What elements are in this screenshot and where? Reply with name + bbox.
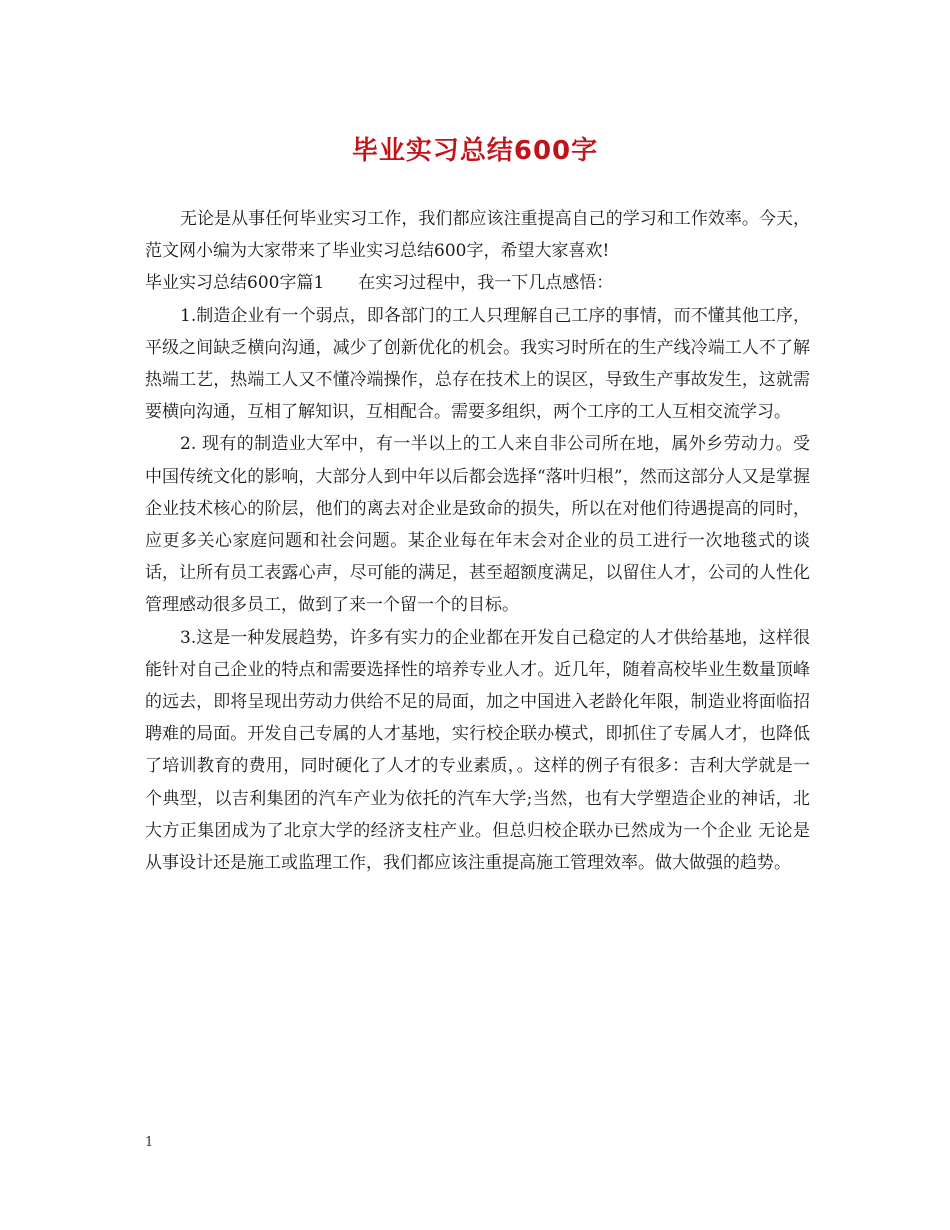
paragraph-1: 1.制造企业有一个弱点，即各部门的工人只理解自己工序的事情，而不懂其他工序，平级之间缺乏横向沟通，减少了创新优化的机会。我实习时所在的生产线冷端工人不了解热端工艺，热端工人又不懂冷端操作，总存在技术上的误区，导致生产事故发生，这就需要横向沟通，互相了解知识，互相配合。需要多组织，两个工序的工人互相交流学习。 xyxy=(145,305,810,423)
section-lead: 在实习过程中，我一下几点感悟： xyxy=(358,273,614,294)
section-heading-line xyxy=(145,267,810,299)
paragraph-2: 2. 现有的制造业大军中，有一半以上的工人来自非公司所在地，属外乡劳动力。受中国传统文化的影响，大部分人到中年以后都会选择“落叶归根”，然而这部分人又是掌握企业技术核心的阶层，他们的离去对企业是致命的损失，所以在对他们待遇提高的同时，应更多关心家庭问题和社会问题。某企业每在年末会对企业的员工进行一次地毯式的谈话，让所有员工表露心声，尽可能的满足，甚至超额度满足，以留住人才，公司的人性化管理感动很多员工，做到了来一个留一个的目标。 xyxy=(145,434,810,616)
document-body xyxy=(145,203,810,879)
section-heading: 毕业实习总结600字篇1 xyxy=(145,273,325,294)
paragraph-3: 3.这是一种发展趋势，许多有实力的企业都在开发自己稳定的人才供给基地，这样很能针对自己企业的特点和需要选择性的培养专业人才。近几年，随着高校毕业生数量顶峰的远去，即将呈现出劳动力供给不足的局面，加之中国进入老龄化年限，制造业将面临招聘难的局面。开发自己专属的人才基地，实行校企联办模式，即抓住了专属人才，也降低了培训教育的费用，同时硬化了人才的专业素质，。这样的例子有很多：吉利大学就是一个典型，以吉利集团的汽车产业为依托的汽车大学;当然，也有大学塑造企业的神话，北大方正集团成为了北京大学的经济支柱产业。但总归校企联办已然成为一个企业 无论是从事设计还是施工或监理工作，我们都应该注重提高施工管理效率。做大做强的趋势。 xyxy=(145,627,810,874)
intro-paragraph: 无论是从事任何毕业实习工作，我们都应该注重提高自己的学习和工作效率。今天，范文网小编为大家带来了毕业实习总结600字，希望大家喜欢! xyxy=(145,209,810,262)
document-title: 毕业实习总结600字 xyxy=(351,136,599,166)
page-number: 1 xyxy=(145,1135,154,1150)
